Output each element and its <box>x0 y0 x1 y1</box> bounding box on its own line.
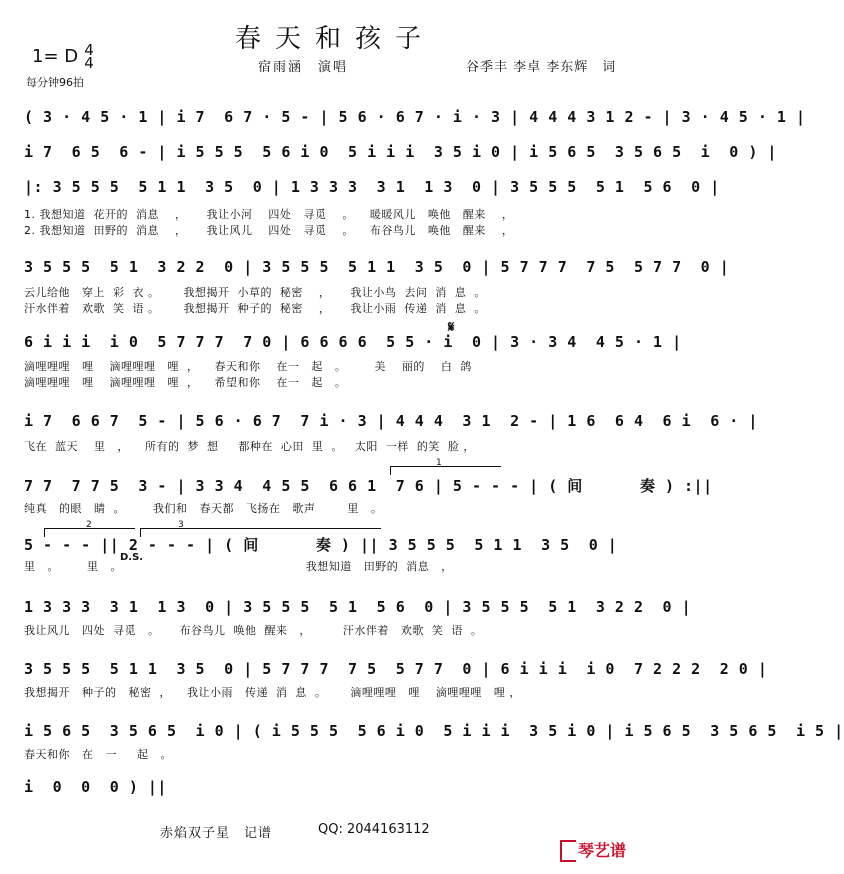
score-line-11: i 5 6 5 3 5 6 5 i 0 | ( i 5 5 5 5 6 i 0 5 i i i 3 5 i 0 | i 5 6 5 3 5 6 5 i 5 | <box>24 722 844 740</box>
transcriber-credit: 赤焰双子星 记谱 <box>160 826 273 841</box>
song-title: 春天和孩子 <box>234 24 435 54</box>
time-signature <box>82 41 96 72</box>
score-line-4: 3 5 5 5 5 1 3 2 2 0 | 3 5 5 5 5 1 1 3 5 0 | 5 7 7 7 7 5 5 7 7 0 | <box>24 258 730 276</box>
lyric-line-5-verse1: 滴哩哩哩 哩 滴哩哩哩 哩 ， 春天和你 在一 起 。 美 丽的 白 鸽 <box>24 360 472 373</box>
segno-mark: 𝄋 <box>448 318 455 336</box>
score-line-6: i 7 6 6 7 5 - | 5 6 · 6 7 7 i · 3 | 4 4 4 3 1 2 - | 1 6 6 4 6 i 6 · | <box>24 412 758 430</box>
score-line-9: 1 3 3 3 3 1 1 3 0 | 3 5 5 5 5 1 5 6 0 | 3 5 5 5 5 1 3 2 2 0 | <box>24 598 692 616</box>
lyric-line-4-verse1: 云儿给他 穿上 彩 衣 。 我想揭开 小草的 秘密 ， 我让小鸟 去问 消 息 。 <box>24 286 486 299</box>
score-line-5: 6 i i i i 0 5 7 7 7 7 0 | 6 6 6 6 5 5 · i 0 | 3 · 3 4 4 5 · 1 | <box>24 333 682 351</box>
score-line-2: i 7 6 5 6 - | i 5 5 5 5 6 i 0 5 i i i 3 5 i 0 | i 5 6 5 3 5 6 5 i 0 ) | <box>24 143 777 161</box>
lyric-line-10: 我想揭开 种子的 秘密 ， 我让小雨 传递 消 息 。 滴哩哩哩 哩 滴哩哩哩 哩 ， <box>24 686 521 699</box>
lyric-line-9: 我让风儿 四处 寻觅 。 布谷鸟儿 唤他 醒来 ， 汗水伴着 欢歌 笑 语 。 <box>24 624 483 637</box>
volta-number-2: 2 <box>86 520 92 530</box>
volta-number-3: 3 <box>178 520 184 530</box>
ds-mark: D.S. <box>120 552 144 563</box>
score-line-12: i 0 0 0 ) || <box>24 778 167 796</box>
time-numerator: 4 <box>84 41 94 59</box>
volta-bracket-1 <box>390 466 501 475</box>
qq-contact: QQ: 2044163112 <box>318 822 430 837</box>
lyric-line-7: 纯真 的眼 睛 。 我们和 春天都 飞扬在 歌声 里 。 <box>24 502 383 515</box>
tempo-marking: 每分钟96拍 <box>26 76 84 89</box>
score-line-7: 7 7 7 7 5 3 - | 3 3 4 4 5 5 6 6 1 7 6 | 5 - - - | ( 间 奏 ) :|| <box>24 477 713 495</box>
score-line-3: |: 3 5 5 5 5 1 1 3 5 0 | 1 3 3 3 3 1 1 3 0 | 3 5 5 5 5 1 5 6 0 | <box>24 178 720 196</box>
score-line-8: 5 - - - || 2 - - - | ( 间 奏 ) || 3 5 5 5 5 1 1 3 5 0 | <box>24 536 618 554</box>
lyric-line-4-verse2: 汗水伴着 欢歌 笑 语 。 我想揭开 种子的 秘密 ， 我让小雨 传递 消 息 。 <box>24 302 486 315</box>
lyric-line-11: 春天和你 在 一 起 。 <box>24 748 172 761</box>
lyric-line-8: 里 。 里 。 我想知道 田野的 消息 ， <box>24 560 453 573</box>
logo-icon <box>560 840 576 862</box>
singer-credit: 宿雨涵 演唱 <box>258 60 349 75</box>
time-denominator: 4 <box>84 54 94 72</box>
site-logo: 琴艺谱 <box>578 841 627 860</box>
key-signature: 1= D <box>32 46 79 67</box>
volta-number-1: 1 <box>436 458 442 468</box>
lyric-line-3-verse1: 1. 我想知道 花开的 消息 ， 我让小河 四处 寻觅 。 暖暖风儿 唤他 醒来 ， <box>24 208 514 221</box>
lyricist-credit: 谷季丰 李卓 李东辉 词 <box>466 60 617 75</box>
score-line-1: ( 3 · 4 5 · 1 | i 7 6 7 · 5 - | 5 6 · 6 7 · i · 3 | 4 4 4 3 1 2 - | 3 · 4 5 · 1 | <box>24 108 806 126</box>
lyric-line-6: 飞在 蓝天 里 ， 所有的 梦 想 都种在 心田 里 。 太阳 一样 的笑 脸 ， <box>24 440 475 453</box>
lyric-line-5-verse2: 滴哩哩哩 哩 滴哩哩哩 哩 ， 希望和你 在一 起 。 <box>24 376 347 389</box>
score-line-10: 3 5 5 5 5 1 1 3 5 0 | 5 7 7 7 7 5 5 7 7 0 | 6 i i i i 0 7 2 2 2 2 0 | <box>24 660 768 678</box>
lyric-line-3-verse2: 2. 我想知道 田野的 消息 ， 我让风儿 四处 寻觅 。 布谷鸟儿 唤他 醒来 ， <box>24 224 514 237</box>
